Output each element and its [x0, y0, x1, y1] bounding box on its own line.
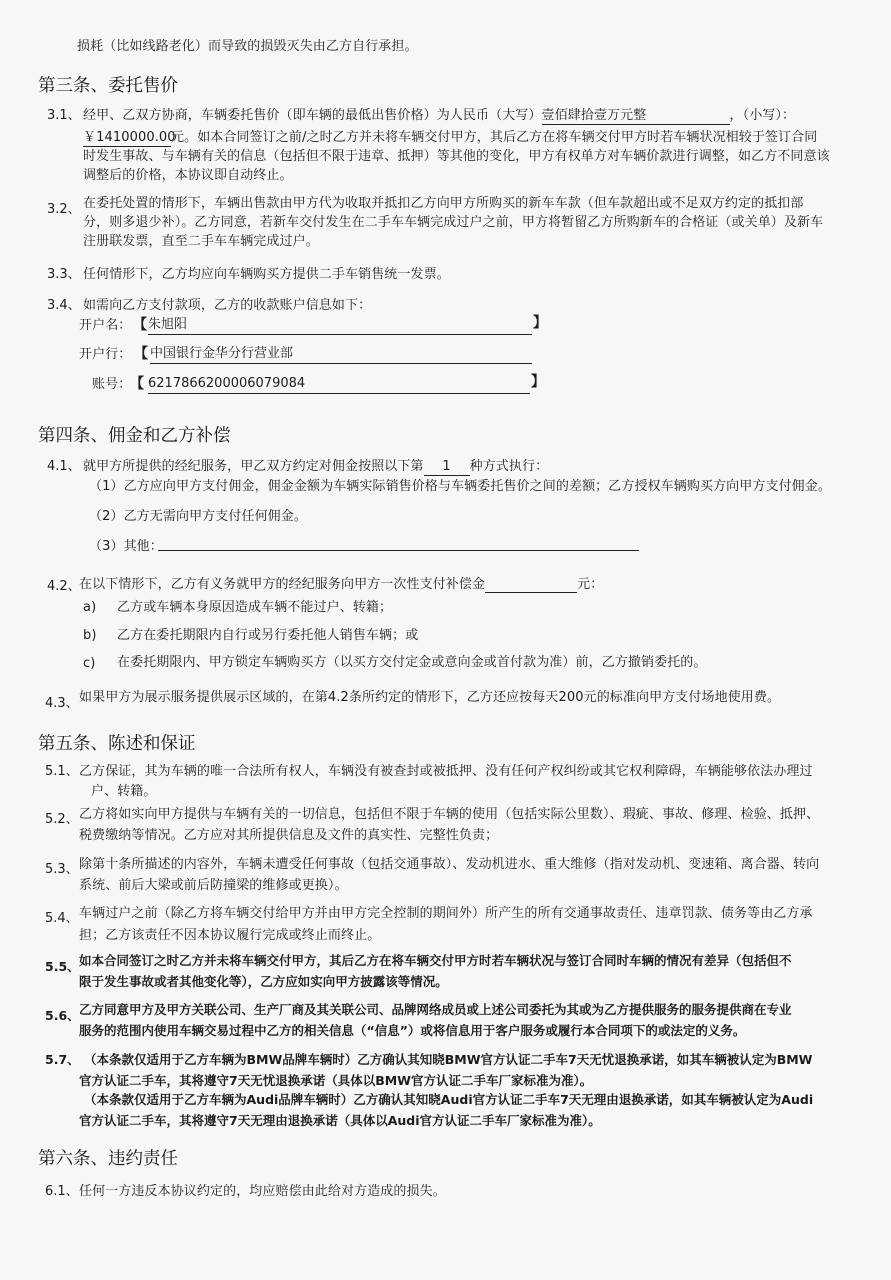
clause-5-2-line-2: 税费缴纳等情况。乙方应对其所提供信息及文件的真实性、完整性负责；: [79, 828, 499, 843]
account-number-open-bracket: 【: [130, 376, 144, 392]
clause-3-3-number: 3.3、: [47, 267, 81, 282]
clause-5-1-number: 5.1、: [45, 764, 79, 779]
account-name-open-bracket: 【: [133, 317, 147, 333]
clause-5-5-number: 5.5、: [45, 959, 80, 974]
article-5-heading: 第五条、陈述和保证: [38, 734, 196, 754]
item-c-label: c): [83, 656, 96, 671]
clause-4-3-number: 4.3、: [45, 696, 79, 711]
clause-6-1-number: 6.1、: [45, 1184, 79, 1199]
clause-4-2-suffix: 元：: [577, 577, 604, 592]
clause-5-1-line-2: 户、转籍。: [91, 784, 157, 799]
bank-label: 开户行：: [79, 347, 132, 362]
clause-3-1-lowercase-label: ，（小写）：: [729, 108, 796, 123]
clause-5-2-number: 5.2、: [45, 812, 79, 827]
clause-3-4-number: 3.4、: [47, 298, 81, 313]
clause-5-3-line-1: 除第十条所描述的内容外，车辆未遭受任何事故（包括交通事故）、发动机进水、重大维修（指对发动机、变速箱、离合器、转向: [79, 857, 820, 872]
article-4-heading: 第四条、佣金和乙方补偿: [38, 426, 231, 446]
clause-4-1-prefix: 就甲方所提供的经纪服务，甲乙双方约定对佣金按照以下第: [83, 459, 424, 474]
clause-3-3-text: 任何情形下，乙方均应向车辆购买方提供二手车销售统一发票。: [83, 267, 450, 282]
commission-option-2: （2）乙方无需向甲方支付任何佣金。: [89, 509, 307, 524]
clause-3-2-line-2: 分，则多退少补）。乙方同意，若新车交付发生在二手车车辆完成过户之前，甲方将暂留乙方所购新车的合格证（或关单）及新车: [83, 215, 824, 230]
clause-5-6-number: 5.6、: [45, 1008, 80, 1023]
clause-3-1-line-3: 时发生事故、与车辆有关的信息（包括但不限于违章、抵押）等其他的变化，甲方有权单方对车辆价款进行调整，如乙方不同意该: [83, 149, 830, 164]
article-3-heading: 第三条、委托售价: [38, 76, 178, 96]
bank-field: 中国银行金华分行营业部: [150, 345, 532, 364]
clause-3-4-text: 如需向乙方支付款项，乙方的收款账户信息如下：: [83, 298, 372, 313]
clause-5-7-line-1: （本条款仅适用于乙方车辆为BMW品牌车辆时）乙方确认其知晓BMW官方认证二手车7天无忧退换承诺，如其车辆被认定为BMW: [84, 1052, 813, 1067]
clause-5-7-line-3: （本条款仅适用于乙方车辆为Audi品牌车辆时）乙方确认其知晓Audi官方认证二手车7天无理由退换承诺，如其车辆被认定为Audi: [84, 1092, 814, 1107]
yuan-label: 元。: [171, 130, 198, 145]
commission-option-1: （1）乙方应向甲方支付佣金，佣金金额为车辆实际销售价格与车辆委托售价之间的差额；乙方授权车辆购买方向甲方支付佣金。: [89, 479, 831, 494]
clause-5-4-line-1: 车辆过户之前（除乙方将车辆交付给甲方并由甲方完全控制的期间外）所产生的所有交通事故责任、违章罚款、债务等由乙方承: [79, 906, 813, 921]
commission-option-3-label: （3）其他：: [89, 539, 163, 554]
clause-4-1-suffix: 种方式执行：: [469, 459, 549, 474]
price-amount-in-numbers: ￥1410000.00: [83, 130, 176, 145]
clause-5-7-line-4: 官方认证二手车，其将遵守7天无理由退换承诺（具体以Audi官方认证二手车厂家标准为准）。: [79, 1113, 601, 1128]
clause-5-4-number: 5.4、: [45, 911, 79, 926]
account-name-close-bracket: 】: [533, 315, 547, 331]
clause-3-1-text-1: 如本合同签订之前/之时乙方并未将车辆交付甲方，其后乙方在将车辆交付甲方时若车辆状况相较于签订合同: [197, 130, 818, 145]
account-number-field: 6217866200006079084: [148, 375, 530, 394]
clause-5-5-line-2: 限于发生事故或者其他变化等），乙方应如实向甲方披露该等情况。: [79, 974, 448, 989]
commission-option-3-blank-line: [158, 550, 639, 551]
clause-4-2-prefix: 在以下情形下，乙方有义务就甲方的经纪服务向甲方一次性支付补偿金: [79, 577, 486, 592]
clause-4-1-number: 4.1、: [47, 459, 81, 474]
commission-option-choice: 1: [424, 459, 470, 476]
clause-6-1-text: 任何一方违反本协议约定的，均应赔偿由此给对方造成的损失。: [79, 1184, 446, 1199]
clause-3-2-line-3: 注册联发票，直至二手车车辆完成过户。: [83, 234, 319, 249]
price-amount-in-words: 壹佰肆拾壹万元整: [542, 108, 730, 125]
item-a-label: a): [83, 600, 97, 615]
item-b-text: 乙方在委托期限内自行或另行委托他人销售车辆；或: [117, 628, 419, 643]
bank-open-bracket: 【: [134, 346, 148, 362]
clause-3-1-line-1: [83, 107, 795, 125]
clause-4-2-line: [79, 576, 603, 594]
clause-3-1-line-2: [83, 129, 817, 147]
clause-3-1-number: 3.1、: [47, 108, 81, 123]
clause-4-1-line: [83, 458, 548, 476]
clause-5-3-number: 5.3、: [45, 862, 79, 877]
clause-5-7-line-2: 官方认证二手车，其将遵守7天无忧退换承诺（具体以BMW官方认证二手车厂家标准为准）。: [79, 1073, 593, 1088]
account-name-label: 开户名：: [79, 318, 132, 333]
clause-3-1-line-4: 调整后的价格，本协议即自动终止。: [83, 168, 293, 183]
clause-5-6-line-1: 乙方同意甲方及甲方关联公司、生产厂商及其关联公司、品牌网络成员或上述公司委托为其或为乙方提供服务的服务提供商在专业: [79, 1002, 792, 1017]
clause-3-2-number: 3.2、: [47, 202, 81, 217]
account-number-label: 账号：: [92, 377, 132, 392]
clause-4-3-text: 如果甲方为展示服务提供展示区域的，在第4.2条所约定的情形下，乙方还应按每天200元的标准向甲方支付场地使用费。: [79, 690, 781, 705]
clause-5-3-line-2: 系统、前后大梁或前后防撞梁的维修或更换）。: [79, 878, 348, 893]
clause-5-1-line-1: 乙方保证，其为车辆的唯一合法所有权人，车辆没有被查封或被抵押、没有任何产权纠纷或其它权利障碍，车辆能够依法办理过: [79, 764, 813, 779]
account-number-close-bracket: 】: [531, 374, 545, 390]
clause-5-2-line-1: 乙方将如实向甲方提供与车辆有关的一切信息，包括但不限于车辆的使用（包括实际公里数）、瑕疵、事故、修理、检验、抵押、: [79, 807, 820, 822]
item-c-text: 在委托期限内、甲方锁定车辆购买方（以买方交付定金或意向金或首付款为准）前，乙方撤销委托的。: [117, 655, 707, 670]
clause-3-2-line-1: 在委托处置的情形下，车辆出售款由甲方代为收取并抵扣乙方向甲方所购买的新车车款（但车款超出或不足双方约定的抵扣部: [83, 196, 804, 211]
intro-tail-line: 损耗（比如线路老化）而导致的损毁灭失由乙方自行承担。: [77, 39, 418, 54]
clause-3-1-prefix: 经甲、乙双方协商，车辆委托售价（即车辆的最低出售价格）为人民币（大写）: [83, 108, 542, 123]
article-6-heading: 第六条、违约责任: [38, 1149, 178, 1169]
item-b-label: b): [83, 628, 97, 643]
account-name-field: 朱旭阳: [148, 316, 532, 335]
clause-4-2-number: 4.2、: [47, 579, 81, 594]
clause-5-7-number: 5.7、: [45, 1052, 80, 1067]
clause-5-5-line-1: 如本合同签订之时乙方并未将车辆交付甲方，其后乙方在将车辆交付甲方时若车辆状况与签订合同时车辆的情况有差异（包括但不: [79, 953, 792, 968]
clause-5-4-line-2: 担；乙方该责任不因本协议履行完成或终止而终止。: [79, 928, 381, 943]
compensation-amount-blank: [485, 576, 577, 593]
clause-5-6-line-2: 服务的范围内使用车辆交易过程中乙方的相关信息（“信息”）或将信息用于客户服务或履行本合同项下的或法定的义务。: [79, 1023, 746, 1038]
item-a-text: 乙方或车辆本身原因造成车辆不能过户、转籍；: [117, 600, 393, 615]
